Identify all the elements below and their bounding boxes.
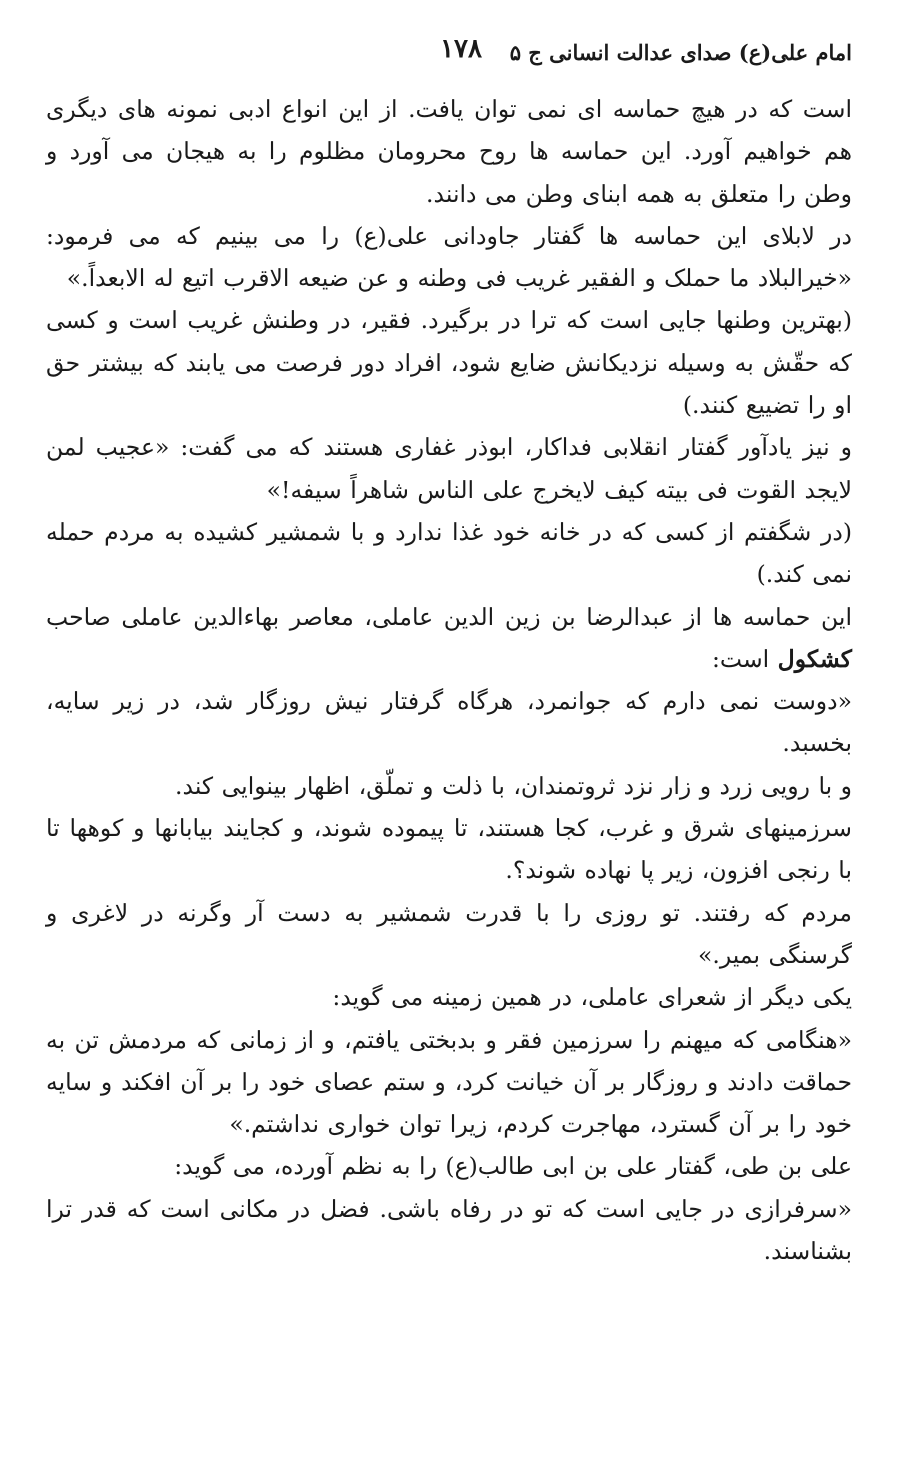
paragraph: سرزمینهای شرق و غرب، کجا هستند، تا پیموده شوند، و کجایند بیابانها و کوهها تا با رنجی افزون، زیر پا نهاده شوند؟.: [46, 814, 852, 885]
paragraph: یکی دیگر از شعرای عاملی، در همین زمینه می گوید:: [332, 983, 852, 1012]
paragraph: علی بن طی، گفتار علی بن ابی طالب(ع) را به نظم آورده، می گوید:: [174, 1152, 852, 1181]
paragraph: و نیز یادآور گفتار انقلابی فداکار، ابوذر غفاری هستند که می گفت: «عجیب لمن لایجد القوت فی بیته کیف لایخرج علی الناس شاهراً سیفه!»: [46, 433, 852, 504]
paragraph: مردم که رفتند. تو روزی را با قدرت شمشیر به دست آر وگرنه در لاغری و گرسنگی بمیر.»: [46, 898, 852, 969]
page-body: [46, 88, 852, 1272]
paragraph: [46, 596, 852, 681]
paragraph: «هنگامی که میهنم را سرزمین فقر و بدبختی یافتم، و از زمانی که مردمش تن به حماقت دادند و روزگار بر آن خیانت کرد، و ستم عصای خود را بر آن افکند و سایه خود را بر آن گسترد، مهاجرت کردم، زیرا توان خواری نداشتم.»: [46, 1025, 852, 1139]
paragraph: است که در هیچ حماسه ای نمی توان یافت. از این انواع ادبی نمونه های دیگری هم خواهیم آورد. این حماسه ها روح محرومان مظلوم را به هیجان می آورد و وطن را متعلق به همه ابنای وطن می دانند.: [46, 95, 852, 208]
paragraph: (بهترین وطنها جایی است که ترا در برگیرد. فقیر، در وطنش غریب است و کسی که حقّش به وسیله نزدیکانش ضایع شود، افراد دور فرصت می یابند که بیشتر حق او را تضییع کنند.): [46, 306, 852, 420]
paragraph-text: این حماسه ها از عبدالرضا بن زین الدین عاملی، معاصر بهاءالدین عاملی صاحب: [46, 602, 852, 631]
paragraph: «دوست نمی دارم که جوانمرد، هرگاه گرفتار نیش روزگار شد، در زیر سایه، بخسبد.: [46, 687, 852, 758]
book-title-kashkul: کشکول: [777, 644, 852, 673]
page-number: ۱۷۸: [440, 34, 482, 64]
paragraph-text: است:: [711, 644, 778, 673]
running-title: امام علی(ع) صدای عدالت انسانی ج ۵: [509, 40, 852, 65]
page-header: [46, 34, 852, 74]
paragraph: «سرفرازی در جایی است که تو در رفاه باشی. فضل در مکانی است که قدر ترا بشناسند.: [46, 1194, 852, 1266]
paragraph: و با رویی زرد و زار نزد ثروتمندان، با ذلت و تملّق، اظهار بینوایی کند.: [175, 771, 852, 800]
paragraph: (در شگفتم از کسی که در خانه خود غذا ندارد و با شمشیر کشیده به مردم حمله نمی کند.): [46, 517, 852, 589]
paragraph: در لابلای این حماسه ها گفتار جاودانی علی(ع) را می بینیم که می فرمود: «خیرالبلاد ما حملک و الفقیر غریب فی وطنه و عن ضیعه الاقرب اتیع له الابعداً.»: [46, 221, 852, 293]
